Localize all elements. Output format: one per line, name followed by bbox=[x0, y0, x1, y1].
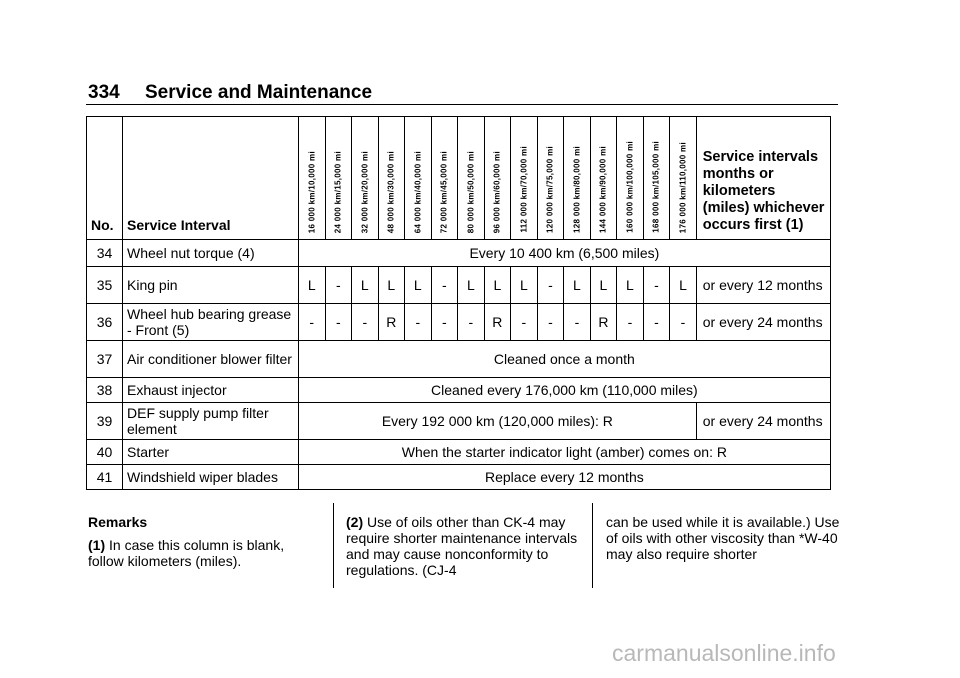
header-km-10 bbox=[564, 117, 591, 240]
row-span-text: Every 192 000 km (120,000 miles): R bbox=[299, 403, 697, 440]
header-rule bbox=[86, 104, 838, 105]
row-mark: R bbox=[590, 304, 617, 341]
row-mark: - bbox=[537, 304, 564, 341]
header-km-9 bbox=[537, 117, 564, 240]
row-mark: L bbox=[511, 267, 538, 304]
header-km-label: 16 000 km/10,000 mi bbox=[307, 150, 317, 233]
header-km-11 bbox=[590, 117, 617, 240]
header-km-label: 48 000 km/30,000 mi bbox=[386, 150, 396, 233]
header-km-label: 120 000 km/75,000 mi bbox=[545, 146, 555, 233]
header-km-5 bbox=[431, 117, 458, 240]
header-km-label: 176 000 km/110,000 mi bbox=[678, 141, 688, 233]
row-interval: King pin bbox=[123, 267, 299, 304]
row-span-text: Every 10 400 km (6,500 miles) bbox=[299, 240, 831, 267]
header-km-12 bbox=[617, 117, 644, 240]
table-row bbox=[87, 267, 831, 304]
row-no: 40 bbox=[87, 440, 123, 465]
header-km-3 bbox=[378, 117, 405, 240]
row-no: 36 bbox=[87, 304, 123, 341]
table-row bbox=[87, 240, 831, 267]
table-row bbox=[87, 440, 831, 465]
row-mark: - bbox=[405, 304, 432, 341]
row-mark: - bbox=[299, 304, 326, 341]
row-interval: Wheel nut torque (4) bbox=[123, 240, 299, 267]
header-months: Service intervals months or kilometers (miles) whichever occurs first (1) bbox=[696, 117, 830, 240]
header-km-label: 64 000 km/40,000 mi bbox=[413, 150, 423, 233]
row-mark: L bbox=[352, 267, 379, 304]
header-km-label: 72 000 km/45,000 mi bbox=[439, 150, 449, 233]
row-mark: - bbox=[458, 304, 485, 341]
header-km-label: 96 000 km/60,000 mi bbox=[492, 150, 502, 233]
row-mark: L bbox=[564, 267, 591, 304]
row-no: 35 bbox=[87, 267, 123, 304]
remarks-column-1 bbox=[88, 514, 323, 569]
row-note: or every 24 months bbox=[696, 304, 830, 341]
header-km-6 bbox=[458, 117, 485, 240]
header-km-label: 112 000 km/70,000 mi bbox=[519, 146, 529, 233]
remark-1-number: (1) bbox=[88, 537, 106, 553]
remark-1-text: In case this column is blank, follow kilometers (miles). bbox=[88, 537, 285, 569]
remark-2 bbox=[346, 514, 586, 578]
row-mark: - bbox=[431, 267, 458, 304]
header-km-label: 24 000 km/15,000 mi bbox=[333, 150, 343, 233]
row-note: or every 12 months bbox=[696, 267, 830, 304]
row-note: or every 24 months bbox=[696, 403, 830, 440]
row-mark: L bbox=[590, 267, 617, 304]
header-service-interval: Service Interval bbox=[123, 117, 299, 240]
remarks-title: Remarks bbox=[88, 514, 148, 530]
header-km-1 bbox=[325, 117, 352, 240]
header-km-7 bbox=[484, 117, 511, 240]
row-mark: - bbox=[325, 304, 352, 341]
header-km-label: 128 000 km/80,000 mi bbox=[572, 146, 582, 233]
row-mark: L bbox=[405, 267, 432, 304]
row-no: 37 bbox=[87, 341, 123, 378]
row-mark: - bbox=[537, 267, 564, 304]
row-mark: - bbox=[617, 304, 644, 341]
row-mark: L bbox=[299, 267, 326, 304]
header-km-8 bbox=[511, 117, 538, 240]
header-km-label: 168 000 km/105,000 mi bbox=[651, 141, 661, 233]
row-mark: L bbox=[378, 267, 405, 304]
header-km-14 bbox=[670, 117, 697, 240]
header-km-label: 160 000 km/100,000 mi bbox=[625, 141, 635, 233]
table-header-row bbox=[87, 117, 831, 240]
row-mark: - bbox=[564, 304, 591, 341]
header-km-label: 144 000 km/90,000 mi bbox=[598, 146, 608, 233]
page-number: 334 bbox=[88, 82, 120, 103]
row-mark: - bbox=[325, 267, 352, 304]
row-interval: Starter bbox=[123, 440, 299, 465]
maintenance-table bbox=[86, 116, 831, 490]
remarks-column-2 bbox=[346, 514, 586, 578]
row-span-text: Replace every 12 months bbox=[299, 465, 831, 490]
header-no: No. bbox=[87, 117, 123, 240]
header-km-2 bbox=[352, 117, 379, 240]
table-row bbox=[87, 378, 831, 403]
page-title: Service and Maintenance bbox=[144, 82, 373, 103]
row-mark: L bbox=[670, 267, 697, 304]
remark-2-continued: can be used while it is available.) Use of oils with other viscosity than *W-40 may also require shorter bbox=[606, 514, 840, 562]
remark-1 bbox=[88, 537, 323, 569]
row-interval: Wheel hub bearing grease - Front (5) bbox=[123, 304, 299, 341]
row-mark: L bbox=[617, 267, 644, 304]
row-span-text: Cleaned every 176,000 km (110,000 miles) bbox=[299, 378, 831, 403]
row-mark: - bbox=[511, 304, 538, 341]
row-mark: R bbox=[484, 304, 511, 341]
row-interval: Air conditioner blower filter bbox=[123, 341, 299, 378]
row-span-text: Cleaned once a month bbox=[299, 341, 831, 378]
column-divider bbox=[592, 503, 593, 588]
table-row bbox=[87, 465, 831, 490]
row-no: 38 bbox=[87, 378, 123, 403]
column-divider bbox=[333, 503, 334, 588]
row-no: 41 bbox=[87, 465, 123, 490]
row-mark: R bbox=[378, 304, 405, 341]
remarks-column-3 bbox=[606, 514, 846, 562]
table-row bbox=[87, 304, 831, 341]
row-mark: - bbox=[431, 304, 458, 341]
row-mark: - bbox=[352, 304, 379, 341]
row-no: 39 bbox=[87, 403, 123, 440]
header-km-0 bbox=[299, 117, 326, 240]
row-mark: L bbox=[458, 267, 485, 304]
remark-2-number: (2) bbox=[346, 514, 364, 530]
row-mark: - bbox=[670, 304, 697, 341]
row-mark: - bbox=[643, 304, 670, 341]
row-interval: Exhaust injector bbox=[123, 378, 299, 403]
row-mark: - bbox=[643, 267, 670, 304]
header-km-label: 80 000 km/50,000 mi bbox=[466, 150, 476, 233]
header-km-4 bbox=[405, 117, 432, 240]
remark-2-text: Use of oils other than CK-4 may require shorter maintenance intervals and may cause nonconformity to regulations. (CJ-4 bbox=[346, 514, 578, 578]
header-km-13 bbox=[643, 117, 670, 240]
row-no: 34 bbox=[87, 240, 123, 267]
row-mark: L bbox=[484, 267, 511, 304]
table-row bbox=[87, 403, 831, 440]
row-interval: DEF supply pump filter element bbox=[123, 403, 299, 440]
page-header bbox=[88, 82, 372, 104]
header-km-label: 32 000 km/20,000 mi bbox=[360, 150, 370, 233]
row-span-text: When the starter indicator light (amber) comes on: R bbox=[299, 440, 831, 465]
watermark: carmanualsonline.info bbox=[612, 640, 836, 666]
table-row bbox=[87, 341, 831, 378]
row-interval: Windshield wiper blades bbox=[123, 465, 299, 490]
